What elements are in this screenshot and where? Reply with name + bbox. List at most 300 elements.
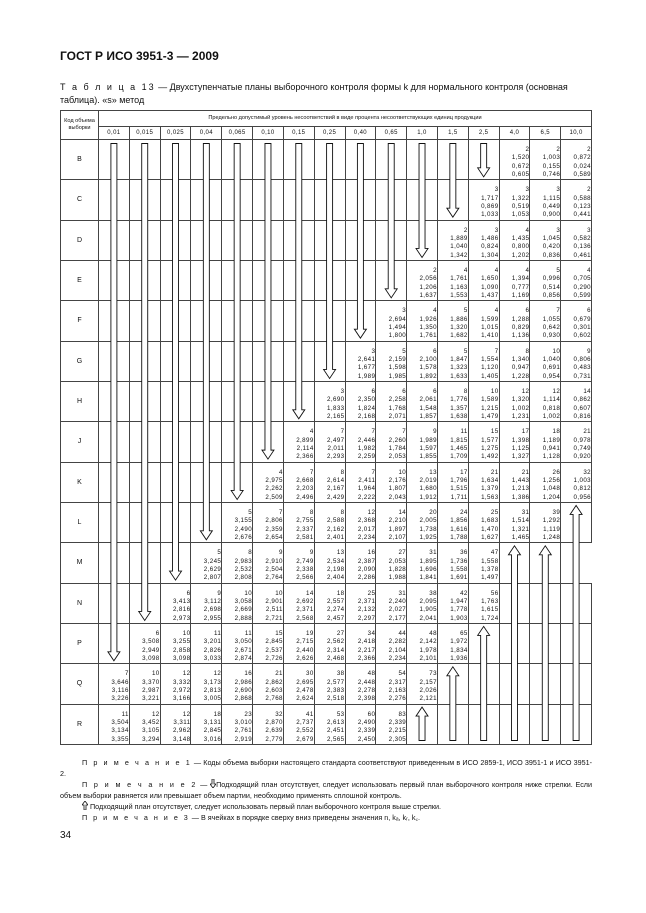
empty-cell: [345, 301, 376, 341]
plan-cell: 3 1,322 0,519 1,053: [499, 180, 530, 220]
plan-cell: 14 2,210 1,897 2,107: [376, 502, 407, 542]
sample-size-code: F: [61, 301, 99, 341]
empty-cell: [222, 341, 253, 381]
plan-cell: 7 1,055 0,642 0,930: [530, 301, 561, 341]
empty-cell: [99, 543, 130, 583]
empty-cell: [129, 543, 160, 583]
plan-cell: 17 1,398 1,125 1,327: [499, 422, 530, 462]
empty-cell: [407, 140, 438, 180]
sample-size-code: B: [61, 140, 99, 180]
plan-cell: 24 1,856 1,616 1,788: [437, 502, 468, 542]
empty-cell: [283, 260, 314, 300]
empty-cell: [129, 502, 160, 542]
plan-cell: 7 2,497 2,011 2,293: [314, 422, 345, 462]
empty-cell: [222, 140, 253, 180]
plan-cell: 3 1,115 0,449 0,900: [530, 180, 561, 220]
empty-cell: [99, 381, 130, 421]
plan-cell: 4 0,705 0,290 0,599: [561, 260, 592, 300]
empty-cell: [530, 664, 561, 704]
plan-cell: 8 1,340 0,947 1,228: [499, 341, 530, 381]
aql-column-header: 6,5: [530, 127, 561, 140]
plan-cell: 20 2,005 1,738 1,925: [407, 502, 438, 542]
sample-size-code: H: [61, 381, 99, 421]
arrow-up-icon: [82, 801, 88, 810]
plan-cell: 5 1,847 1,323 1,633: [437, 341, 468, 381]
plan-cell: 3 2,694 1,494 1,800: [376, 301, 407, 341]
empty-cell: [160, 462, 191, 502]
empty-cell: [160, 220, 191, 260]
plan-cell: 18 3,131 2,845 3,016: [191, 704, 222, 744]
plan-cell: 3 0,582 0,136 0,461: [561, 220, 592, 260]
plan-cell: 15 2,845 2,537 2,726: [253, 623, 284, 663]
empty-cell: [191, 220, 222, 260]
aql-column-header: 0,04: [191, 127, 222, 140]
empty-cell: [530, 543, 561, 583]
empty-cell: [345, 260, 376, 300]
sample-size-code: D: [61, 220, 99, 260]
aql-column-header: 2,5: [468, 127, 499, 140]
empty-cell: [376, 140, 407, 180]
plan-cell: 2 0,588 0,123 0,441: [561, 180, 592, 220]
plan-cell: 10 2,176 1,807 2,043: [376, 462, 407, 502]
empty-cell: [407, 704, 438, 744]
empty-cell: [253, 180, 284, 220]
empty-cell: [222, 462, 253, 502]
plan-cell: 27 2,562 2,314 2,468: [314, 623, 345, 663]
plan-cell: 3 1,045 0,420 0,836: [530, 220, 561, 260]
sample-size-code: L: [61, 502, 99, 542]
plan-cell: 44 2,282 2,104 2,234: [376, 623, 407, 663]
plan-cell: 11 3,504 3,134 3,355: [99, 704, 130, 744]
sample-size-code: M: [61, 543, 99, 583]
table-row: [61, 180, 592, 220]
plan-cell: 32 2,870 2,639 2,779: [253, 704, 284, 744]
plan-cell: 48 2,448 2,278 2,398: [345, 664, 376, 704]
empty-cell: [129, 583, 160, 623]
plan-cell: 14 2,692 2,371 2,568: [283, 583, 314, 623]
empty-cell: [376, 260, 407, 300]
empty-cell: [99, 301, 130, 341]
empty-cell: [160, 140, 191, 180]
plan-cell: 2 2,056 1,206 1,637: [407, 260, 438, 300]
plan-cell: 31 2,240 2,027 2,177: [376, 583, 407, 623]
note-2-text: Подходящий план отсутствует, следует использовать первый план выборочного контроля ниже стрелки. Если объем выборки равняется или превышает объем партии, необходимо применять сплошной контроль.: [60, 780, 592, 800]
empty-cell: [99, 341, 130, 381]
plan-cell: 10 1,589 1,215 1,479: [468, 381, 499, 421]
plan-cell: 38 2,577 2,383 2,518: [314, 664, 345, 704]
plan-cell: 3 1,717 0,869 1,033: [468, 180, 499, 220]
aql-column-header: 0,065: [222, 127, 253, 140]
empty-cell: [314, 220, 345, 260]
aql-column-header: 1,5: [437, 127, 468, 140]
empty-cell: [160, 180, 191, 220]
empty-cell: [191, 180, 222, 220]
empty-cell: [283, 220, 314, 260]
plan-cell: 7 1,554 1,120 1,405: [468, 341, 499, 381]
plan-cell: 2 1,003 0,155 0,746: [530, 140, 561, 180]
empty-cell: [437, 664, 468, 704]
plan-cell: 2 1,889 1,040 1,342: [437, 220, 468, 260]
plan-cell: 26 1,256 1,048 1,204: [530, 462, 561, 502]
plan-cell: 4 1,599 1,015 1,410: [468, 301, 499, 341]
aql-column-header: 0,025: [160, 127, 191, 140]
empty-cell: [222, 422, 253, 462]
plan-cell: 5 1,886 1,320 1,682: [437, 301, 468, 341]
empty-cell: [222, 260, 253, 300]
plan-cell: 25 1,683 1,470 1,627: [468, 502, 499, 542]
plan-cell: 47 1,558 1,378 1,497: [468, 543, 499, 583]
aql-column-header: 0,25: [314, 127, 345, 140]
empty-cell: [561, 583, 592, 623]
plan-cell: 8 2,755 2,337 2,581: [283, 502, 314, 542]
note-1: [60, 757, 592, 779]
plan-cell: 7 3,646 3,116 3,226: [99, 664, 130, 704]
empty-cell: [99, 260, 130, 300]
plan-cell: 8 2,588 2,162 2,401: [314, 502, 345, 542]
empty-cell: [129, 341, 160, 381]
empty-cell: [499, 664, 530, 704]
table-row: [61, 704, 592, 744]
sample-size-code: N: [61, 583, 99, 623]
plan-cell: 4 1,761 1,163 1,553: [437, 260, 468, 300]
plan-cell: 10 1,040 0,691 0,954: [530, 341, 561, 381]
empty-cell: [561, 623, 592, 663]
empty-cell: [468, 623, 499, 663]
sample-size-code: P: [61, 623, 99, 663]
empty-cell: [530, 623, 561, 663]
empty-cell: [468, 704, 499, 744]
plan-cell: 3 1,486 0,824 1,304: [468, 220, 499, 260]
aql-column-header: 4,0: [499, 127, 530, 140]
note-2-up: [60, 801, 592, 812]
empty-cell: [160, 341, 191, 381]
empty-cell: [283, 301, 314, 341]
plan-cell: 4 1,650 1,090 1,437: [468, 260, 499, 300]
aql-column-header: 10,0: [561, 127, 592, 140]
plan-cell: 21 0,978 0,749 0,920: [561, 422, 592, 462]
plan-cell: 41 2,737 2,552 2,679: [283, 704, 314, 744]
plan-cell: 42 1,947 1,778 1,903: [437, 583, 468, 623]
plan-cell: 6 3,413 2,816 2,973: [160, 583, 191, 623]
empty-cell: [345, 180, 376, 220]
aql-column-header: 0,40: [345, 127, 376, 140]
plan-cell: 4 1,435 0,800 1,202: [499, 220, 530, 260]
plan-cell: 38 2,095 1,905 2,041: [407, 583, 438, 623]
empty-cell: [99, 583, 130, 623]
aql-column-header: 0,15: [283, 127, 314, 140]
plan-cell: 11 3,050 2,671 2,874: [222, 623, 253, 663]
table-row: [61, 341, 592, 381]
empty-cell: [160, 260, 191, 300]
plan-cell: 10 3,058 2,669 2,888: [222, 583, 253, 623]
empty-cell: [129, 462, 160, 502]
empty-cell: [191, 381, 222, 421]
empty-cell: [314, 301, 345, 341]
empty-cell: [437, 704, 468, 744]
empty-cell: [99, 623, 130, 663]
plan-cell: 4 2,899 2,114 2,366: [283, 422, 314, 462]
plan-cell: 18 2,557 2,274 2,457: [314, 583, 345, 623]
empty-cell: [99, 220, 130, 260]
table-row: [61, 502, 592, 542]
empty-cell: [129, 180, 160, 220]
plan-cell: 32 1,003 0,812 0,956: [561, 462, 592, 502]
table-row: [61, 381, 592, 421]
table-row: [61, 664, 592, 704]
empty-cell: [160, 301, 191, 341]
table-row: [61, 301, 592, 341]
empty-cell: [160, 422, 191, 462]
empty-cell: [160, 381, 191, 421]
empty-cell: [191, 462, 222, 502]
note-3-text: — В ячейках в порядке сверху вниз приведены значения n, kₐ, kᵣ, k꜀.: [189, 813, 420, 822]
notes-block: [60, 757, 592, 823]
plan-cell: 6 2,100 1,578 1,892: [407, 341, 438, 381]
plan-cell: 13 2,534 2,198 2,404: [314, 543, 345, 583]
empty-cell: [222, 381, 253, 421]
plan-cell: 12 3,452 3,105 3,294: [129, 704, 160, 744]
plan-cell: 53 2,613 2,451 2,565: [314, 704, 345, 744]
code-header: Код объема выборки: [61, 111, 99, 140]
empty-cell: [129, 381, 160, 421]
empty-cell: [191, 341, 222, 381]
document-header: ГОСТ Р ИСО 3951-3 — 2009: [60, 49, 219, 63]
plan-cell: 11 3,201 2,826 3,033: [191, 623, 222, 663]
empty-cell: [99, 422, 130, 462]
empty-cell: [468, 664, 499, 704]
plan-cell: 30 2,695 2,478 2,624: [283, 664, 314, 704]
plan-cell: 5 0,996 0,514 0,856: [530, 260, 561, 300]
table-row: [61, 583, 592, 623]
plan-cell: 12 1,114 0,818 1,002: [530, 381, 561, 421]
table-row: [61, 260, 592, 300]
plan-cell: 9 3,112 2,698 2,955: [191, 583, 222, 623]
aql-column-header: 0,01: [99, 127, 130, 140]
empty-cell: [99, 462, 130, 502]
plan-cell: 27 2,053 1,828 1,988: [376, 543, 407, 583]
empty-cell: [222, 301, 253, 341]
empty-cell: [129, 422, 160, 462]
plan-cell: 6 2,061 1,548 1,857: [407, 381, 438, 421]
empty-cell: [222, 180, 253, 220]
plan-cell: 10 3,255 2,858 3,098: [160, 623, 191, 663]
plan-cell: 6 2,350 1,824 2,168: [345, 381, 376, 421]
empty-cell: [314, 341, 345, 381]
plan-cell: 36 1,736 1,558 1,691: [437, 543, 468, 583]
plan-cell: 11 1,815 1,465 1,709: [437, 422, 468, 462]
empty-cell: [283, 381, 314, 421]
empty-cell: [253, 220, 284, 260]
plan-cell: 5 3,155 2,490 2,676: [222, 502, 253, 542]
table-row: [61, 462, 592, 502]
plan-cell: 5 2,159 1,598 1,985: [376, 341, 407, 381]
plan-cell: 9 2,749 2,338 2,566: [283, 543, 314, 583]
aql-column-header: 0,10: [253, 127, 284, 140]
sample-size-code: J: [61, 422, 99, 462]
plan-cell: 6 2,258 1,768 2,071: [376, 381, 407, 421]
sample-size-code: C: [61, 180, 99, 220]
plan-cell: 31 1,514 1,321 1,465: [499, 502, 530, 542]
table-row: [61, 623, 592, 663]
empty-cell: [99, 140, 130, 180]
empty-cell: [160, 543, 191, 583]
plan-cell: 21 2,862 2,603 2,768: [253, 664, 284, 704]
empty-cell: [283, 341, 314, 381]
empty-cell: [191, 140, 222, 180]
plan-cell: 56 1,763 1,615 1,724: [468, 583, 499, 623]
plan-cell: 7 2,411 1,964 2,222: [345, 462, 376, 502]
empty-cell: [407, 180, 438, 220]
empty-cell: [561, 664, 592, 704]
plan-cell: 19 2,715 2,440 2,626: [283, 623, 314, 663]
plan-cell: 21 1,443 1,213 1,386: [499, 462, 530, 502]
table-row: [61, 140, 592, 180]
empty-cell: [160, 502, 191, 542]
empty-cell: [253, 422, 284, 462]
empty-cell: [345, 220, 376, 260]
empty-cell: [129, 140, 160, 180]
aql-column-header: 1,0: [407, 127, 438, 140]
caption-prefix: Т а б л и ц а 13: [60, 82, 156, 92]
empty-cell: [253, 341, 284, 381]
sample-size-code: R: [61, 704, 99, 744]
table-row: [61, 220, 592, 260]
plan-cell: 10 2,901 2,511 2,721: [253, 583, 284, 623]
plan-cell: 21 1,634 1,379 1,563: [468, 462, 499, 502]
empty-cell: [376, 180, 407, 220]
empty-cell: [222, 220, 253, 260]
plan-cell: 4 1,394 0,777 1,169: [499, 260, 530, 300]
aql-header: Предельно допустимый уровень несоответствий в виде процента несоответствующих единиц продукции: [99, 111, 592, 127]
note-3: [60, 812, 592, 823]
plan-cell: 12 3,173 2,813 3,005: [191, 664, 222, 704]
empty-cell: [191, 260, 222, 300]
empty-cell: [253, 301, 284, 341]
plan-cell: 4 2,975 2,262 2,509: [253, 462, 284, 502]
plan-cell: 34 2,418 2,217 2,366: [345, 623, 376, 663]
note-1-label: П р и м е ч а н и е 1: [82, 758, 192, 767]
plan-cell: 6 3,508 2,949 3,098: [129, 623, 160, 663]
table-row: [61, 543, 592, 583]
plan-cell: 6 1,288 0,829 1,136: [499, 301, 530, 341]
sample-size-code: Q: [61, 664, 99, 704]
plan-cell: 12 1,320 1,002 1,231: [499, 381, 530, 421]
empty-cell: [253, 260, 284, 300]
plan-cell: 13 2,019 1,680 1,912: [407, 462, 438, 502]
plan-cell: 10 3,370 2,987 3,221: [129, 664, 160, 704]
caption-text: — Двухступенчатые планы выборочного контроля формы k для нормального контроля (основная таблица). «s» метод: [60, 82, 568, 105]
aql-column-header: 0,015: [129, 127, 160, 140]
plan-cell: 16 2,387 2,090 2,286: [345, 543, 376, 583]
plan-cell: 65 1,972 1,834 1,936: [437, 623, 468, 663]
plan-cell: 12 3,311 2,962 3,148: [160, 704, 191, 744]
table-row: [61, 422, 592, 462]
empty-cell: [191, 422, 222, 462]
plan-cell: 16 2,986 2,690 2,868: [222, 664, 253, 704]
sample-size-code: E: [61, 260, 99, 300]
empty-cell: [253, 381, 284, 421]
plan-cell: 83 2,339 2,215 2,305: [376, 704, 407, 744]
plan-cell: 7 2,668 2,203 2,496: [283, 462, 314, 502]
plan-cell: 8 1,776 1,357 1,638: [437, 381, 468, 421]
sample-size-code: G: [61, 341, 99, 381]
plan-cell: 7 2,446 1,982 2,259: [345, 422, 376, 462]
empty-cell: [129, 220, 160, 260]
empty-cell: [345, 140, 376, 180]
sampling-plans-table: [60, 110, 592, 745]
empty-cell: [253, 140, 284, 180]
page-number: 34: [60, 830, 72, 841]
table-caption: [60, 81, 605, 107]
empty-cell: [499, 623, 530, 663]
empty-cell: [407, 220, 438, 260]
plan-cell: 3 2,690 1,833 2,165: [314, 381, 345, 421]
note-2: П р и м е ч а н и е 2 — Подходящий план отсутствует, следует использовать первый план выборочного контроля ниже стрелки. Если объем выборки равняется или превышает объем партии, необходимо применять сплошной контроль.: [60, 780, 592, 800]
plan-cell: 9 0,806 0,483 0,731: [561, 341, 592, 381]
empty-cell: [99, 502, 130, 542]
empty-cell: [314, 260, 345, 300]
plan-cell: 23 3,010 2,761 2,919: [222, 704, 253, 744]
plan-cell: 39 1,292 1,119 1,248: [530, 502, 561, 542]
empty-cell: [530, 704, 561, 744]
note-2-up-text: Подходящий план отсутствует, следует использовать первый план выборочного контроля выше стрелки.: [90, 802, 442, 811]
empty-cell: [561, 502, 592, 542]
plan-cell: 6 0,679 0,301 0,602: [561, 301, 592, 341]
empty-cell: [499, 583, 530, 623]
plan-cell: 12 2,368 2,017 2,234: [345, 502, 376, 542]
aql-column-header: 0,65: [376, 127, 407, 140]
empty-cell: [437, 140, 468, 180]
plan-cell: 2 0,872 0,024 0,589: [561, 140, 592, 180]
plan-cell: 17 1,796 1,515 1,711: [437, 462, 468, 502]
plan-cell: 7 2,260 1,784 2,053: [376, 422, 407, 462]
plan-cell: 4 1,926 1,350 1,761: [407, 301, 438, 341]
note-3-label: П р и м е ч а н и е 3: [82, 813, 190, 822]
empty-cell: [530, 583, 561, 623]
plan-cell: 7 2,806 2,359 2,654: [253, 502, 284, 542]
empty-cell: [99, 180, 130, 220]
empty-cell: [191, 502, 222, 542]
plan-cell: 5 3,245 2,629 2,807: [191, 543, 222, 583]
empty-cell: [468, 140, 499, 180]
note-2-label: П р и м е ч а н и е 2: [82, 780, 198, 789]
empty-cell: [561, 704, 592, 744]
empty-cell: [314, 140, 345, 180]
empty-cell: [376, 220, 407, 260]
plan-cell: 12 3,332 2,972 3,166: [160, 664, 191, 704]
empty-cell: [437, 180, 468, 220]
plan-cell: 18 1,189 0,941 1,128: [530, 422, 561, 462]
plan-cell: 9 2,910 2,504 2,764: [253, 543, 284, 583]
plan-cell: 60 2,490 2,339 2,450: [345, 704, 376, 744]
empty-cell: [283, 180, 314, 220]
empty-cell: [283, 140, 314, 180]
plan-cell: 9 1,989 1,597 1,855: [407, 422, 438, 462]
sample-size-code: K: [61, 462, 99, 502]
empty-cell: [191, 301, 222, 341]
plan-cell: 73 2,157 2,026 2,121: [407, 664, 438, 704]
plan-cell: 25 2,371 2,132 2,297: [345, 583, 376, 623]
empty-cell: [129, 301, 160, 341]
plan-cell: 3 2,641 1,677 1,989: [345, 341, 376, 381]
plan-cell: 8 2,614 2,167 2,429: [314, 462, 345, 502]
plan-cell: 2 1,520 0,672 0,605: [499, 140, 530, 180]
empty-cell: [129, 260, 160, 300]
plan-cell: 54 2,317 2,163 2,276: [376, 664, 407, 704]
plan-cell: 14 0,862 0,607 0,816: [561, 381, 592, 421]
empty-cell: [314, 180, 345, 220]
empty-cell: [499, 543, 530, 583]
